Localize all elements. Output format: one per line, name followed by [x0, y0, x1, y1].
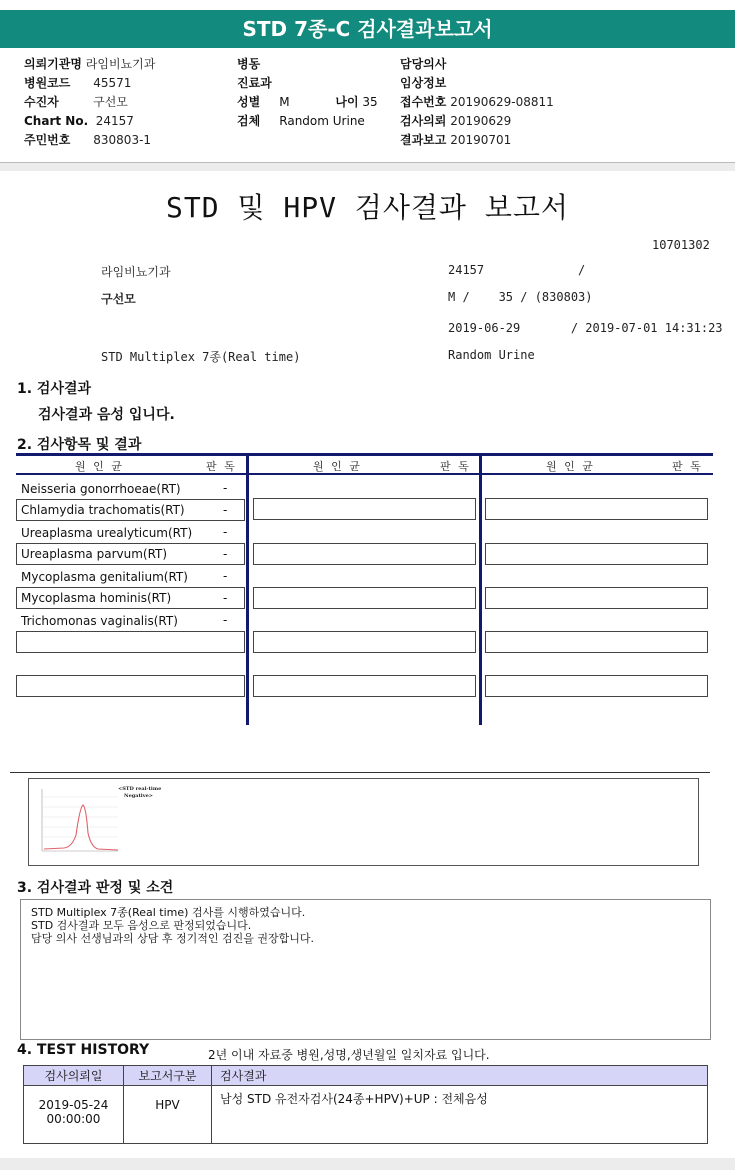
info-column-1	[24, 55, 155, 150]
patient-name: 구선모	[101, 292, 136, 306]
row-box	[485, 587, 708, 609]
row-box	[16, 631, 245, 653]
grid-col-line	[479, 453, 482, 725]
info-value: 20190701	[450, 133, 512, 147]
row-box	[253, 587, 476, 609]
info-label: 주민번호	[24, 133, 71, 147]
section-1-text: 검사결과 음성 입니다.	[38, 407, 175, 423]
row-box	[485, 498, 708, 520]
document-number: 10701302	[652, 238, 710, 252]
pathogen-name: Ureaplasma parvum(RT)	[21, 547, 168, 561]
section-3-title: 3. 검사결과 판정 및 소견	[17, 880, 174, 896]
svg-text:·: ·	[35, 834, 36, 838]
header-pathogen: 원 인 균	[75, 460, 124, 473]
info-label: 수진자	[24, 95, 59, 109]
header-judgment: 판 독	[440, 460, 471, 473]
pathogen-result: -	[223, 569, 228, 583]
grid-top-line	[16, 453, 713, 456]
row-box	[253, 631, 476, 653]
info-label: 담당의사	[400, 57, 447, 71]
row-box	[16, 675, 245, 697]
svg-text:·: ·	[35, 790, 36, 794]
row-box	[485, 675, 708, 697]
section-1-title: 1. 검사결과	[17, 381, 92, 397]
pathogen-name: Ureaplasma urealyticum(RT)	[21, 526, 193, 540]
dept-label: 진료과	[237, 76, 272, 90]
pathogen-result: -	[223, 481, 228, 495]
header-pathogen: 원 인 균	[313, 460, 362, 473]
info-label: 결과보고	[400, 133, 447, 147]
row-box	[253, 543, 476, 565]
history-date: 2019-05-24	[38, 1098, 109, 1112]
history-type: HPV	[124, 1086, 212, 1144]
info-column-3	[400, 55, 554, 150]
info-value: 45571	[93, 76, 132, 90]
history-date-cell	[24, 1086, 124, 1144]
specimen: Random Urine	[448, 348, 535, 362]
table-row	[24, 1086, 708, 1144]
report-title-bar: STD 7종-C 검사결과보고서	[0, 10, 735, 48]
info-value: 830803-1	[93, 133, 152, 147]
age-label: 나이	[335, 95, 359, 109]
info-value: 20190629	[450, 114, 512, 128]
row-box	[485, 631, 708, 653]
history-header: 보고서구분	[124, 1066, 212, 1086]
opinion-line: STD Multiplex 7종(Real time) 검사를 시행하였습니다.	[31, 906, 306, 919]
report-title: STD 및 HPV 검사결과 보고서	[166, 191, 569, 224]
pathogen-result: -	[223, 613, 228, 627]
row-box	[253, 675, 476, 697]
header-judgment: 판 독	[672, 460, 703, 473]
pcr-amplification-graph	[34, 785, 124, 860]
info-value: 24157	[95, 114, 134, 128]
row-box	[485, 543, 708, 565]
footer-band	[0, 1158, 735, 1170]
info-value: 구선모	[93, 95, 128, 109]
history-header: 검사결과	[212, 1066, 708, 1086]
graph-label-1: <STD real-time	[118, 786, 162, 792]
pathogen-name: Trichomonas vaginalis(RT)	[21, 614, 178, 628]
header-pathogen: 원 인 균	[546, 460, 595, 473]
pathogen-result: -	[223, 525, 228, 539]
grid-col-line	[246, 453, 249, 725]
test-name: STD Multiplex 7종(Real time)	[101, 350, 301, 364]
info-label: Chart No.	[24, 114, 89, 128]
history-note: 2년 이내 자료중 병원,성명,생년월일 일치자료 입니다.	[208, 1048, 490, 1062]
graph-divider	[10, 772, 710, 773]
info-value: 라임비뇨기과	[85, 57, 156, 71]
info-label: 임상정보	[400, 76, 447, 90]
sex-value: M	[279, 95, 290, 109]
pathogen-result: -	[223, 591, 228, 605]
divider-band	[0, 163, 735, 171]
svg-text:·: ·	[35, 812, 36, 816]
hospital-name: 라임비뇨기과	[101, 265, 171, 279]
opinion-line: STD 검사결과 모두 음성으로 판정되었습니다.	[31, 919, 252, 932]
section-4-title: 4. TEST HISTORY	[17, 1042, 150, 1058]
history-table	[23, 1065, 708, 1144]
history-result: 남성 STD 유전자검사(24종+HPV)+UP : 전체음성	[212, 1086, 708, 1144]
chart-number: 24157 /	[448, 263, 586, 277]
info-value: 20190629-08811	[450, 95, 554, 109]
pathogen-name: Mycoplasma hominis(RT)	[21, 591, 172, 605]
pathogen-result: -	[223, 547, 228, 561]
info-label: 검사의뢰	[400, 114, 447, 128]
history-time: 00:00:00	[46, 1112, 101, 1126]
header-judgment: 판 독	[206, 460, 237, 473]
specimen-label: 검체	[237, 114, 261, 128]
section-2-title: 2. 검사항목 및 결과	[17, 437, 142, 453]
info-column-2	[237, 55, 378, 131]
graph-label-2: Negative>	[124, 793, 153, 799]
row-box	[253, 498, 476, 520]
info-label: 병원코드	[24, 76, 71, 90]
pathogen-name: Mycoplasma genitalium(RT)	[21, 570, 188, 584]
pathogen-result: -	[223, 503, 228, 517]
opinion-box	[20, 899, 711, 1040]
age-value: 35	[362, 95, 378, 109]
test-dates: 2019-06-29 / 2019-07-01 14:31:23	[448, 321, 723, 335]
info-label: 의뢰기관명	[24, 57, 82, 71]
info-label: 접수번호	[400, 95, 447, 109]
history-header-row	[24, 1066, 708, 1086]
pathogen-name: Chlamydia trachomatis(RT)	[21, 503, 185, 517]
ward-label: 병동	[237, 57, 261, 71]
sex-label: 성별	[237, 95, 261, 109]
sex-age: M / 35 / (830803)	[448, 290, 593, 304]
pathogen-name: Neisseria gonorrhoeae(RT)	[21, 482, 181, 496]
opinion-line: 담당 의사 선생님과의 상담 후 정기적인 검진을 권장합니다.	[31, 932, 314, 945]
specimen-value: Random Urine	[279, 114, 365, 128]
history-header: 검사의뢰일	[24, 1066, 124, 1086]
